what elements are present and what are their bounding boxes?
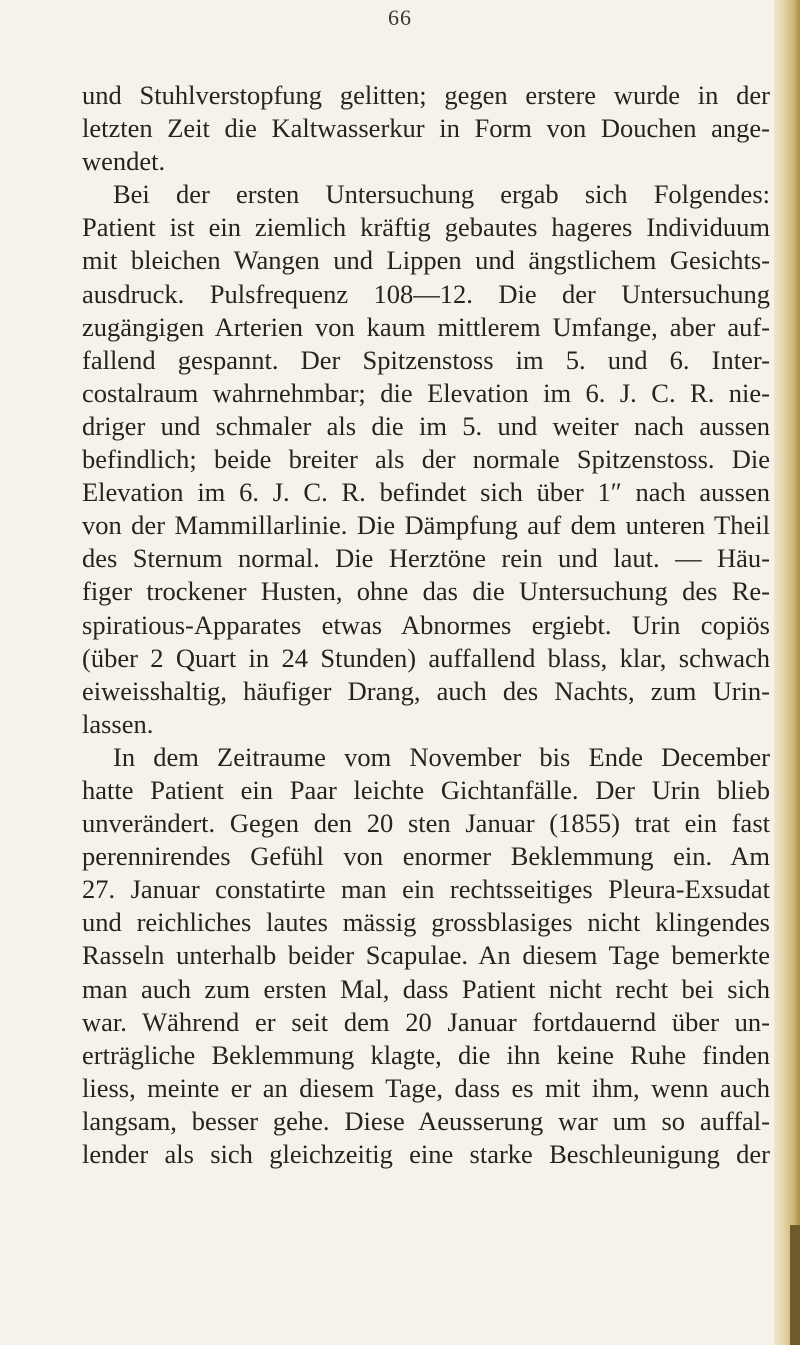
page-edge (774, 0, 800, 1345)
text-line: Bei der ersten Untersuchung ergab sich Folgendes: (113, 179, 770, 210)
text-line: (über 2 Quart in 24 Stunden) auffallend blass, klar, schwach (82, 642, 770, 673)
body-text (82, 79, 770, 1171)
page-edge-shadow (790, 1225, 800, 1345)
text-line: Patient ist ein ziemlich kräftig gebautes hageres Individuum (82, 212, 770, 243)
text-line: costalraum wahrnehmbar; die Elevation im 6. J. C. R. nie- (82, 377, 770, 408)
text-line: mit bleichen Wangen und Lippen und ängstlichem Gesichts- (82, 245, 770, 276)
text-line: letzten Zeit die Kaltwasserkur in Form von Douchen ange- (82, 113, 770, 144)
text-line: driger und schmaler als die im 5. und weiter nach aussen (82, 410, 770, 441)
text-line: Rasseln unterhalb beider Scapulae. An diesem Tage bemerkte (82, 940, 770, 971)
text-line: perennirendes Gefühl von enormer Beklemmung ein. Am (82, 841, 770, 872)
text-line: des Sternum normal. Die Herztöne rein und laut. — Häu- (82, 543, 770, 574)
text-line: erträgliche Beklemmung klagte, die ihn keine Ruhe finden (82, 1039, 770, 1070)
text-line: liess, meinte er an diesem Tage, dass es mit ihm, wenn auch (82, 1072, 770, 1103)
text-line: In dem Zeitraume vom November bis Ende December (113, 741, 770, 772)
text-line: und Stuhlverstopfung gelitten; gegen erstere wurde in der (82, 80, 770, 110)
text-line: eiweisshaltig, häufiger Drang, auch des Nachts, zum Urin- (82, 675, 770, 706)
text-line: 27. Januar constatirte man ein rechtsseitiges Pleura-Exsudat (82, 874, 770, 905)
text-line: befindlich; beide breiter als der normale Spitzenstoss. Die (82, 444, 770, 475)
text-line: fallend gespannt. Der Spitzenstoss im 5. und 6. Inter- (82, 344, 770, 375)
text-line: wendet. (82, 146, 166, 177)
text-line: man auch zum ersten Mal, dass Patient nicht recht bei sich (82, 973, 770, 1004)
text-line: lassen. (82, 708, 154, 739)
text-line: unverändert. Gegen den 20 sten Januar (1855) trat ein fast (82, 808, 770, 839)
text-line: von der Mammillarlinie. Die Dämpfung auf dem unteren Theil (82, 510, 770, 541)
text-line: war. Während er seit dem 20 Januar fortdauernd über un- (82, 1006, 770, 1037)
text-line: langsam, besser gehe. Diese Aeusserung war um so auffal- (82, 1105, 770, 1136)
text-line: figer trockener Husten, ohne das die Untersuchung des Re- (82, 576, 770, 607)
page-number: 66 (388, 5, 412, 30)
text-line: zugängigen Arterien von kaum mittlerem Umfange, aber auf- (82, 311, 770, 342)
text-line: hatte Patient ein Paar leichte Gichtanfälle. Der Urin blieb (82, 774, 770, 805)
text-line: Elevation im 6. J. C. R. befindet sich über 1″ nach aussen (82, 477, 770, 508)
text-line: ausdruck. Pulsfrequenz 108—12. Die der Untersuchung (82, 278, 770, 309)
text-line: lender als sich gleichzeitig eine starke Beschleunigung der (82, 1139, 770, 1169)
text-line: und reichliches lautes mässig grossblasiges nicht klingendes (82, 907, 770, 938)
text-line: spiratious-Apparates etwas Abnormes ergiebt. Urin copiös (82, 609, 770, 640)
